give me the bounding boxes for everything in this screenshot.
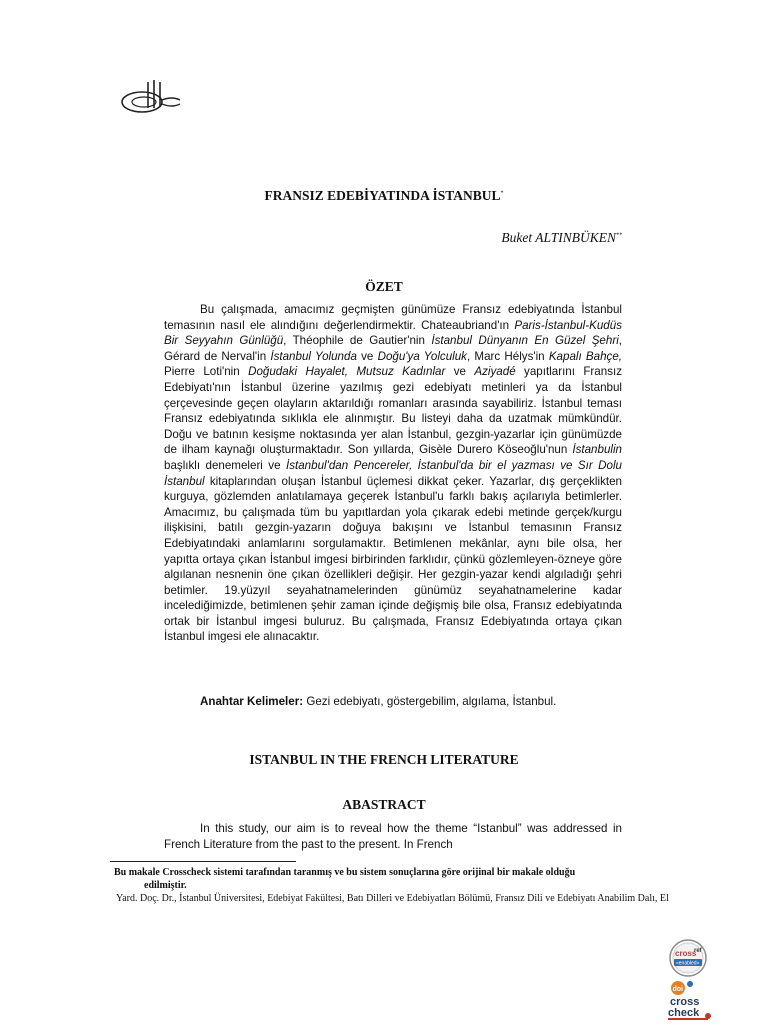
ozet-italic-title: Paris-İstanbul-Kudüs Bir Seyyahın Günlüğü xyxy=(164,318,622,348)
tugra-emblem-icon xyxy=(118,78,182,118)
english-title: ISTANBUL IN THE FRENCH LITERATURE xyxy=(249,752,519,767)
abstract-heading: ABASTRACT xyxy=(342,797,426,812)
crosscheck-line1-text: cross xyxy=(670,996,700,1008)
doi-text: doi xyxy=(672,986,683,993)
author-name: Buket ALTINBÜKEN xyxy=(501,230,616,245)
ozet-text-segment: , Marc Hélys'in xyxy=(466,349,549,363)
crossref-cross-text: cross xyxy=(675,949,697,958)
ozet-italic-title: İstanbul Yolunda xyxy=(270,349,357,363)
ozet-heading: ÖZET xyxy=(365,279,403,294)
ozet-body xyxy=(164,302,622,645)
crossref-crosscheck-logos xyxy=(656,938,720,1024)
keywords-paragraph xyxy=(164,694,622,710)
footnote-crosscheck-line2: edilmiştir. xyxy=(144,880,187,891)
ozet-text-segment: ve xyxy=(356,349,378,363)
abstract-paragraph: In this study, our aim is to reveal how the theme “Istanbul” was addressed in French Literature from the past to the present. In French xyxy=(164,822,622,851)
ozet-text-segment: başlıklı denemeleri ve xyxy=(164,458,286,472)
author-line xyxy=(501,230,622,246)
ozet-italic-title: Aziyadé xyxy=(474,365,516,379)
ozet-text-segment: ve xyxy=(445,365,475,379)
ozet-paragraph xyxy=(164,302,622,645)
footnote-divider xyxy=(110,861,296,862)
crosscheck-logo-icon xyxy=(668,996,711,1019)
footnote-author-affiliation: Yard. Doç. Dr., İstanbul Üniversitesi, Edebiyat Fakültesi, Batı Dilleri ve Edebiyatları Bölümü, Fransız Dili ve Edebiyatı Anabilim Dalı, El xyxy=(116,893,669,904)
title-footnote-mark: * xyxy=(500,190,504,197)
crosscheck-line2-text: check xyxy=(668,1007,700,1019)
ozet-italic-title: Kapalı Bahçe, xyxy=(548,349,623,363)
ozet-italic-title: İstanbul'dan Pencereler, İstanbul'da bir el yazması ve Sır Dolu İstanbul xyxy=(164,458,622,488)
ozet-italic-title: İstanbul Dünyanın En Güzel Şehri xyxy=(431,334,619,348)
crossref-ref-text: ref xyxy=(694,948,702,954)
keywords-text: Gezi edebiyatı, göstergebilim, algılama, İstanbul. xyxy=(303,695,557,708)
ozet-text-segment: , Théophile de Gautier'nin xyxy=(283,334,432,348)
keywords-block xyxy=(164,694,622,710)
footnotes xyxy=(110,866,682,905)
author-footnote-mark: ** xyxy=(616,232,622,239)
abstract-body xyxy=(164,821,622,852)
crossref-enabled-text: «enabled» xyxy=(676,960,700,967)
ozet-text-segment: yapıtlarını Fransız Edebiyatı'nın İstanbul üzerine yazılmış gezi edebiyatı metinleri ya da İstanbul çerçevesinde geçen olayların aktarıldığı romanları arasında sayabiliriz. İstanbul teması Fransız edebiyatında sıklıkla ele alınmıştır. Bu listeyi daha da uzatmak mümkündür. Doğu ve batının kesişme noktasında yer alan İstanbul, gezgin-yazarlar için günümüzde de ilham kaynağı oluşturmaktadır. Son yıllarda, Gisèle Durero Köseoğlu'nun xyxy=(164,365,623,457)
ozet-italic-title: Doğudaki Hayalet, Mutsuz Kadınlar xyxy=(248,365,446,379)
paper-title-text: FRANSIZ EDEBİYATINDA İSTANBUL xyxy=(264,188,501,203)
footnote-crosscheck-line1: Bu makale Crosscheck sistemi tarafından taranmış ve bu sistem sonuçlarına göre orijinal bir makale olduğu xyxy=(114,867,576,878)
ozet-text-segment: , Gérard de Nerval'in xyxy=(164,334,623,363)
ozet-text-segment: kitaplarından oluşan İstanbul üçlemesi dikkat çeker. Yazarlar, dış gerçeklikten kurguya, gözlemden anlatılamaya geçerek İstanbul'u farklı bakış açılarıyla betimlerler. Amacımız, bu çalışmada tüm bu yapıtlardan yola çıkarak edebi metinde gerçek/kurgu ilişkisini, batılı gezgin-yazarın doğuya bakışını ve İstanbul temasının Fransız Edebiyatındaki anlamlarını sorgulamaktır. Betimlenen mekânlar, aynı bile olsa, her yapıtta ortaya çıkan İstanbul imgesi birbirinden farklıdır, çünkü gözlemleyen-özneye göre algılanan nesnenin öne çıkan özellikleri değişir. Her gezgin-yazar kendi algıladığı şehri betimler. 19.yüzyıl seyahatnamelerinden günümüz seyahatnamelerine kadar incelediğimizde, betimlenen şehir zaman içinde değişmiş bile olsa, Fransız edebiyatında ortak bir İstanbul imgesi buluruz. Bu çalışmada, Fransız Edebiyatında ortaya çıkan İstanbul imgesi ele alınacaktır. xyxy=(164,474,622,644)
footnote-crosscheck xyxy=(110,866,682,892)
crossref-logo-icon xyxy=(670,940,706,976)
ozet-italic-title: Doğu'ya Yolculuk xyxy=(377,349,467,363)
ozet-italic-title: İstanbulin xyxy=(572,443,622,457)
paper-title xyxy=(0,188,768,204)
keywords-label: Anahtar Kelimeler: xyxy=(200,695,304,708)
doi-logo-icon xyxy=(671,981,693,995)
ozet-text-segment: Pierre Loti'nin xyxy=(164,365,249,379)
ozet-text-segment: Bu çalışmada, amacımız geçmişten günümüze Fransız edebiyatında İstanbul temasının nasıl ele alındığını değerlendirmektir. Chateaubriand'ın xyxy=(164,303,622,332)
